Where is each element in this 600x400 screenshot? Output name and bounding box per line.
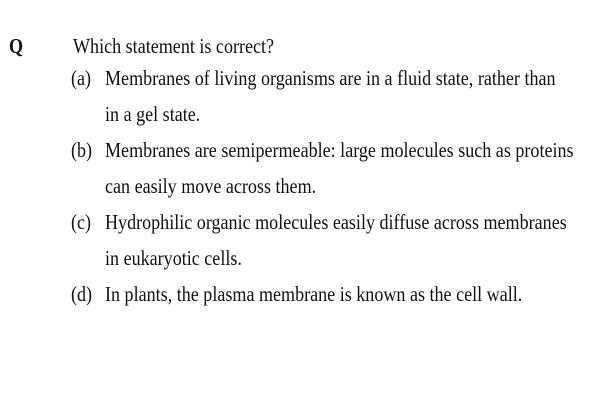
option-text-line: Membranes of living organisms are in a fluid state, rather than [105, 66, 556, 90]
option-d [71, 281, 600, 317]
question-label: Q [9, 34, 24, 58]
option-c [71, 209, 600, 281]
option-letter: (c) [71, 210, 92, 234]
option-text-line: In plants, the plasma membrane is known as the cell wall. [105, 282, 523, 306]
question-text: Which statement is correct? [73, 34, 275, 58]
option-text-line: Hydrophilic organic molecules easily diffuse across membranes [105, 210, 567, 234]
option-text-line: in eukaryotic cells. [105, 246, 242, 270]
option-text-line: Membranes are semipermeable: large molecules such as proteins [105, 138, 574, 162]
option-letter: (b) [71, 138, 93, 162]
option-a [71, 65, 600, 137]
options-list [71, 65, 600, 317]
option-letter: (a) [71, 66, 92, 90]
option-text-line: in a gel state. [105, 102, 201, 126]
option-text-line: can easily move across them. [105, 174, 317, 198]
option-b [71, 137, 600, 209]
option-letter: (d) [71, 282, 93, 306]
